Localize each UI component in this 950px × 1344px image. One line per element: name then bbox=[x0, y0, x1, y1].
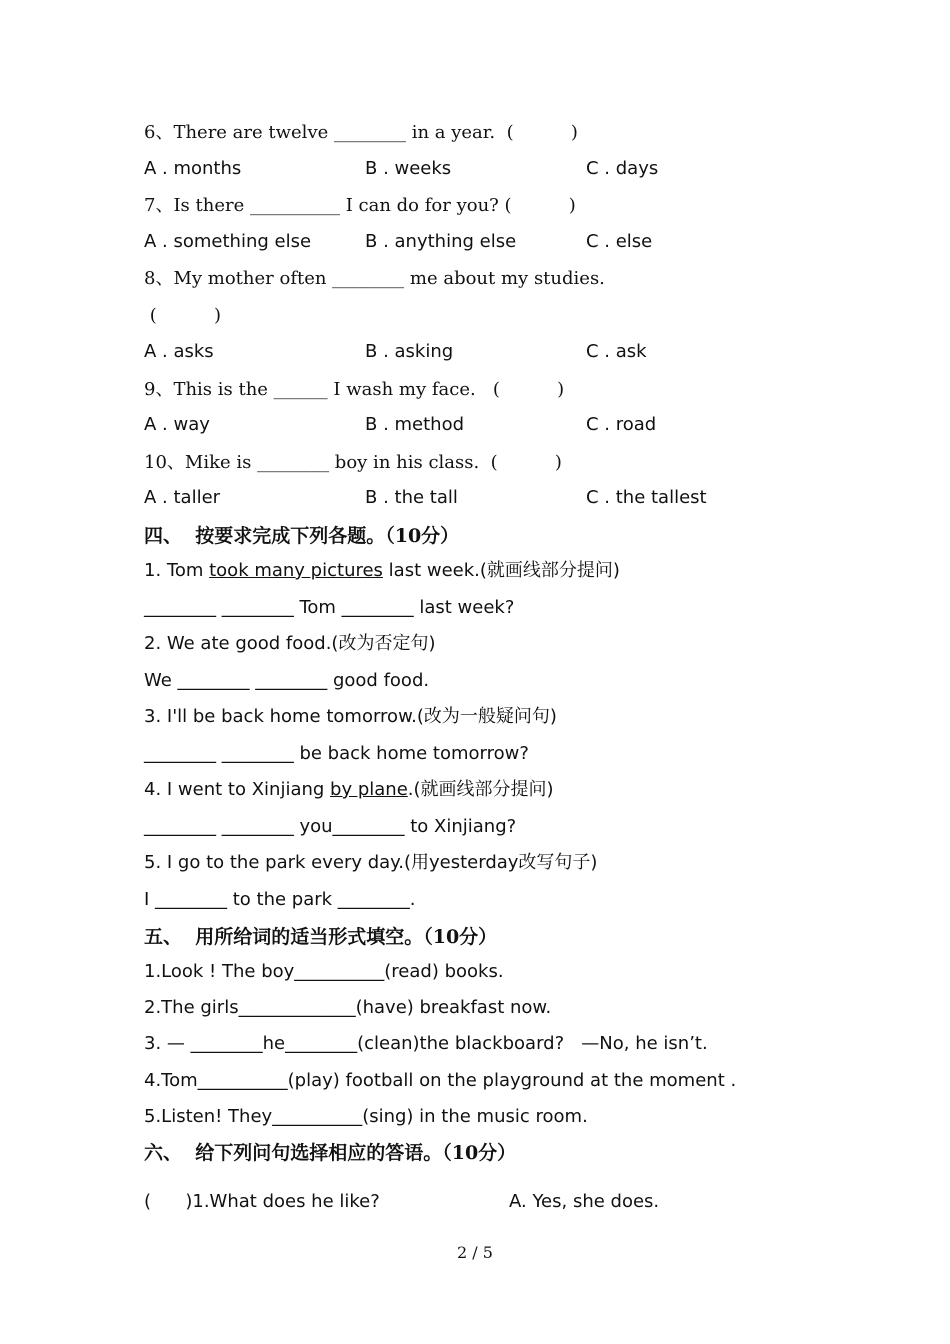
s4-item-1-text: 1. Tom bbox=[144, 560, 210, 581]
q7-option-a: A . something else bbox=[144, 231, 312, 252]
s5-item-5: 5.Listen! They__________(sing) in the music room. bbox=[144, 1106, 588, 1127]
s4-item-5: 5. I go to the park every day.(用yesterday改写句子) bbox=[144, 852, 598, 873]
s5-item-2: 2.The girls_____________(have) breakfast now. bbox=[144, 997, 552, 1018]
question-8: 8、My mother often ________ me about my studies. bbox=[144, 268, 605, 289]
q6-option-b: B . weeks bbox=[365, 158, 452, 179]
q10-option-b: B . the tall bbox=[365, 487, 458, 508]
s4-item-2: 2. We ate good food.(改为否定句) bbox=[144, 633, 436, 654]
q6-option-c: C . days bbox=[586, 158, 659, 179]
s4-item-1 bbox=[144, 559, 620, 583]
q7-option-c: C . else bbox=[586, 231, 653, 252]
s4-answer-5: I ________ to the park ________. bbox=[144, 889, 416, 910]
question-7: 7、Is there __________ I can do for you? ( ) bbox=[144, 195, 576, 216]
q10-option-c: C . the tallest bbox=[586, 487, 707, 508]
q8-option-c: C . ask bbox=[586, 341, 647, 362]
q10-option-a: A . taller bbox=[144, 487, 221, 508]
section-6-heading: 六、 给下列问句选择相应的答语。（10分） bbox=[144, 1142, 517, 1164]
page-number: 2 / 5 bbox=[457, 1243, 493, 1262]
question-6: 6、There are twelve ________ in a year. ( ) bbox=[144, 122, 578, 143]
q6-option-a: A . months bbox=[144, 158, 242, 179]
s6-answer-a: A. Yes, she does. bbox=[509, 1191, 660, 1212]
q8-option-b: B . asking bbox=[365, 341, 454, 362]
question-9: 9、This is the ______ I wash my face. ( ) bbox=[144, 379, 565, 400]
s4-item-4-text: 4. I went to Xinjiang bbox=[144, 779, 331, 800]
s4-answer-3: ________ ________ be back home tomorrow? bbox=[144, 743, 529, 764]
s4-item-4 bbox=[144, 778, 554, 802]
s4-answer-4: ________ ________ you________ to Xinjiang? bbox=[144, 816, 517, 837]
section-5-heading: 五、 用所给词的适当形式填空。（10分） bbox=[144, 926, 498, 948]
q8-option-a: A . asks bbox=[144, 341, 214, 362]
question-10: 10、Mike is ________ boy in his class. ( ) bbox=[144, 452, 562, 473]
s4-item-4-instruction: .(就画线部分提问) bbox=[407, 779, 554, 800]
s4-item-1-instruction: last week.(就画线部分提问) bbox=[382, 560, 620, 581]
question-8-bracket: ( ) bbox=[144, 305, 221, 326]
s4-answer-1: ________ ________ Tom ________ last week? bbox=[144, 597, 515, 618]
q9-option-b: B . method bbox=[365, 414, 465, 435]
s4-item-4-underlined: by plane bbox=[330, 779, 408, 800]
q9-option-c: C . road bbox=[586, 414, 657, 435]
q9-option-a: A . way bbox=[144, 414, 210, 435]
s4-item-3: 3. I'll be back home tomorrow.(改为一般疑问句) bbox=[144, 706, 557, 727]
s5-item-1: 1.Look ! The boy__________(read) books. bbox=[144, 961, 504, 982]
s4-answer-2: We ________ ________ good food. bbox=[144, 670, 430, 691]
s5-item-4: 4.Tom__________(play) football on the playground at the moment . bbox=[144, 1070, 737, 1091]
q7-option-b: B . anything else bbox=[365, 231, 517, 252]
s4-item-1-underlined: took many pictures bbox=[209, 560, 383, 581]
s5-item-3: 3. — ________he________(clean)the blackboard? —No, he isn’t. bbox=[144, 1033, 708, 1054]
s6-question-1: ( )1.What does he like? bbox=[144, 1191, 380, 1212]
section-4-heading: 四、 按要求完成下列各题。（10分） bbox=[144, 525, 460, 547]
